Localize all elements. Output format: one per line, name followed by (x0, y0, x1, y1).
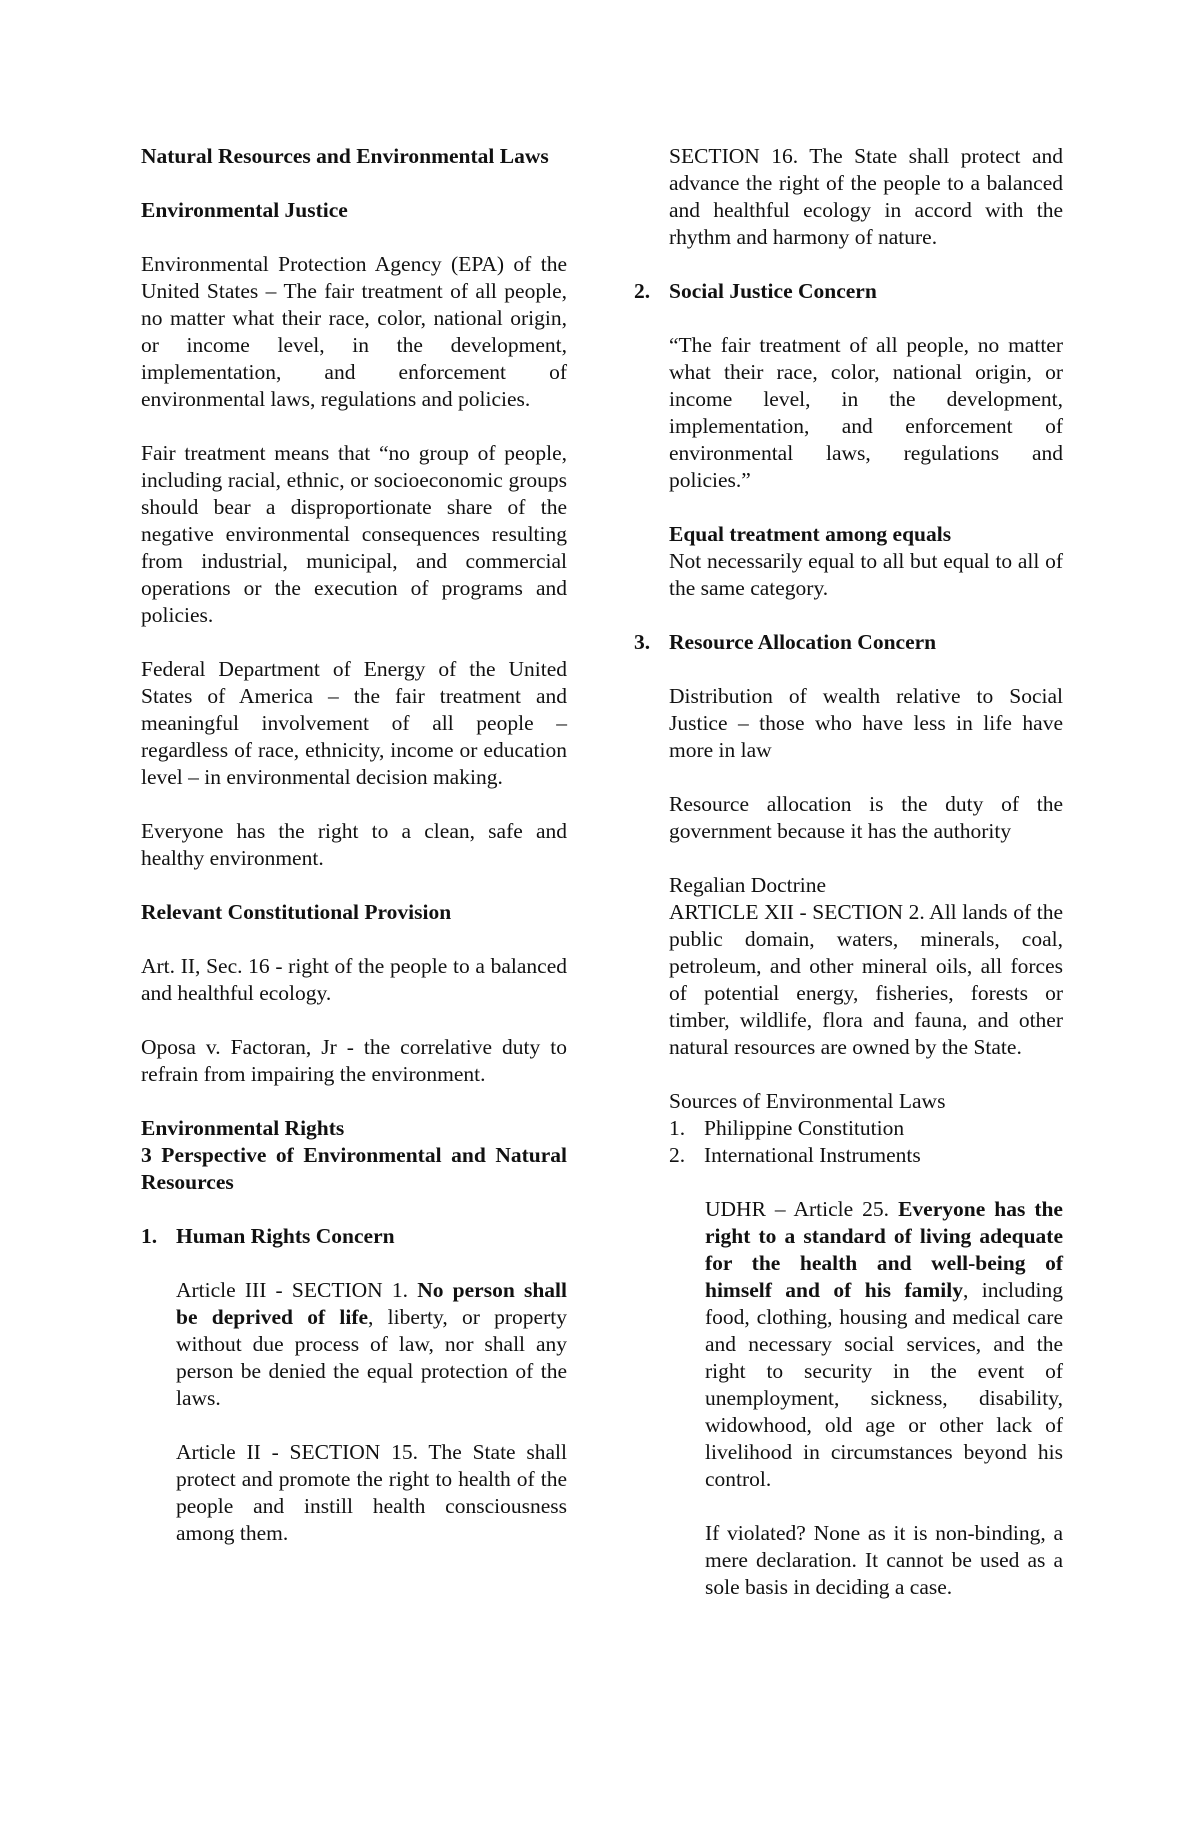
resource-allocation-duty-paragraph: Resource allocation is the duty of the government because it has the authority (669, 792, 1063, 843)
if-violated-paragraph: If violated? None as it is non-binding, a mere declaration. It cannot be used as a sole basis in deciding a case. (705, 1521, 1063, 1599)
environmental-rights-heading: Environmental Rights (141, 1116, 345, 1140)
social-justice-heading (634, 278, 1063, 305)
equal-treatment-text: Not necessarily equal to all but equal to all of the same category. (669, 549, 1063, 600)
doe-definition-paragraph: Federal Department of Energy of the United States of America – the fair treatment and meaningful involvement of all people – regardless of race, ethnicity, income or education level – in environmental decision making. (141, 657, 567, 789)
equal-treatment-heading: Equal treatment among equals (669, 522, 952, 546)
article-iii-prefix: Article III - SECTION 1. (176, 1278, 418, 1302)
oposa-paragraph: Oposa v. Factoran, Jr - the correlative duty to refrain from impairing the environment. (141, 1035, 567, 1086)
right-column (634, 143, 1063, 1628)
healthy-environment-paragraph: Everyone has the right to a clean, safe and healthy environment. (141, 819, 567, 870)
environmental-justice-heading: Environmental Justice (141, 198, 348, 222)
list-item-text: International Instruments (704, 1143, 921, 1167)
fair-treatment-paragraph: Fair treatment means that “no group of people, including racial, ethnic, or socioeconomic groups should bear a disproportionate share of the negative environmental consequences resulting from industrial, municipal, and commercial operations or the execution of programs and policies. (141, 441, 567, 627)
regalian-doctrine-label: Regalian Doctrine (669, 873, 827, 897)
list-number: 3. (634, 630, 651, 654)
udhr-rest: , including food, clothing, housing and medical care and necessary social services, and the right to security in the event of unemployment, sickness, disability, widowhood, old age or other lack of livelihood in circumstances beyond his control. (705, 1278, 1063, 1491)
art-ii-sec-16-paragraph: Art. II, Sec. 16 - right of the people to a balanced and healthful ecology. (141, 954, 567, 1005)
udhr-paragraph (705, 1196, 1063, 1493)
heading-text: Social Justice Concern (669, 279, 877, 303)
list-number: 1. (141, 1224, 158, 1248)
article-iii-bold: No person shall be deprived of life (176, 1278, 568, 1329)
udhr-bold: Everyone has the right to a standard of living adequate for the health and well-being of himself and of his family (705, 1197, 1063, 1302)
perspective-heading: 3 Perspective of Environmental and Natural Resources (141, 1143, 567, 1194)
list-item (669, 1115, 1063, 1142)
resource-allocation-heading (634, 629, 1063, 656)
section-16-paragraph: SECTION 16. The State shall protect and advance the right of the people to a balanced and healthful ecology in accord with the rhythm and harmony of nature. (669, 144, 1063, 249)
epa-definition-paragraph: Environmental Protection Agency (EPA) of the United States – The fair treatment of all people, no matter what their race, color, national origin, or income level, in the development, implementation, and enforcement of environmental laws, regulations and policies. (141, 252, 567, 411)
article-ii-sec-15-paragraph: Article II - SECTION 15. The State shall protect and promote the right to health of the people and instill health consciousness among them. (176, 1440, 567, 1545)
udhr-prefix: UDHR – Article 25. (705, 1197, 899, 1221)
heading-text: Human Rights Concern (176, 1224, 395, 1248)
article-xii-paragraph: ARTICLE XII - SECTION 2. All lands of the public domain, waters, minerals, coal, petroleum, and other mineral oils, all forces of potential energy, fisheries, forests or timber, wildlife, flora and fauna, and other natural resources are owned by the State. (669, 900, 1063, 1059)
list-item-text: Philippine Constitution (704, 1116, 905, 1140)
article-iii-rest: , liberty, or property without due process of law, nor shall any person be denied the equal protection of the laws. (176, 1305, 567, 1410)
heading-text: Resource Allocation Concern (669, 630, 937, 654)
list-number: 2. (669, 1143, 686, 1167)
social-justice-quote: “The fair treatment of all people, no matter what their race, color, national origin, or income level, in the development, implementation, and enforcement of environmental laws, regulations and policies.” (669, 333, 1063, 492)
sources-heading: Sources of Environmental Laws (669, 1089, 946, 1113)
human-rights-heading (141, 1223, 567, 1250)
article-iii-paragraph (176, 1277, 567, 1412)
list-number: 2. (634, 279, 651, 303)
list-number: 1. (669, 1116, 686, 1140)
list-item (669, 1142, 1063, 1169)
left-column (141, 143, 567, 1574)
distribution-paragraph: Distribution of wealth relative to Social Justice – those who have less in life have more in law (669, 684, 1063, 762)
document-title: Natural Resources and Environmental Laws (141, 144, 549, 168)
constitutional-provision-heading: Relevant Constitutional Provision (141, 900, 452, 924)
